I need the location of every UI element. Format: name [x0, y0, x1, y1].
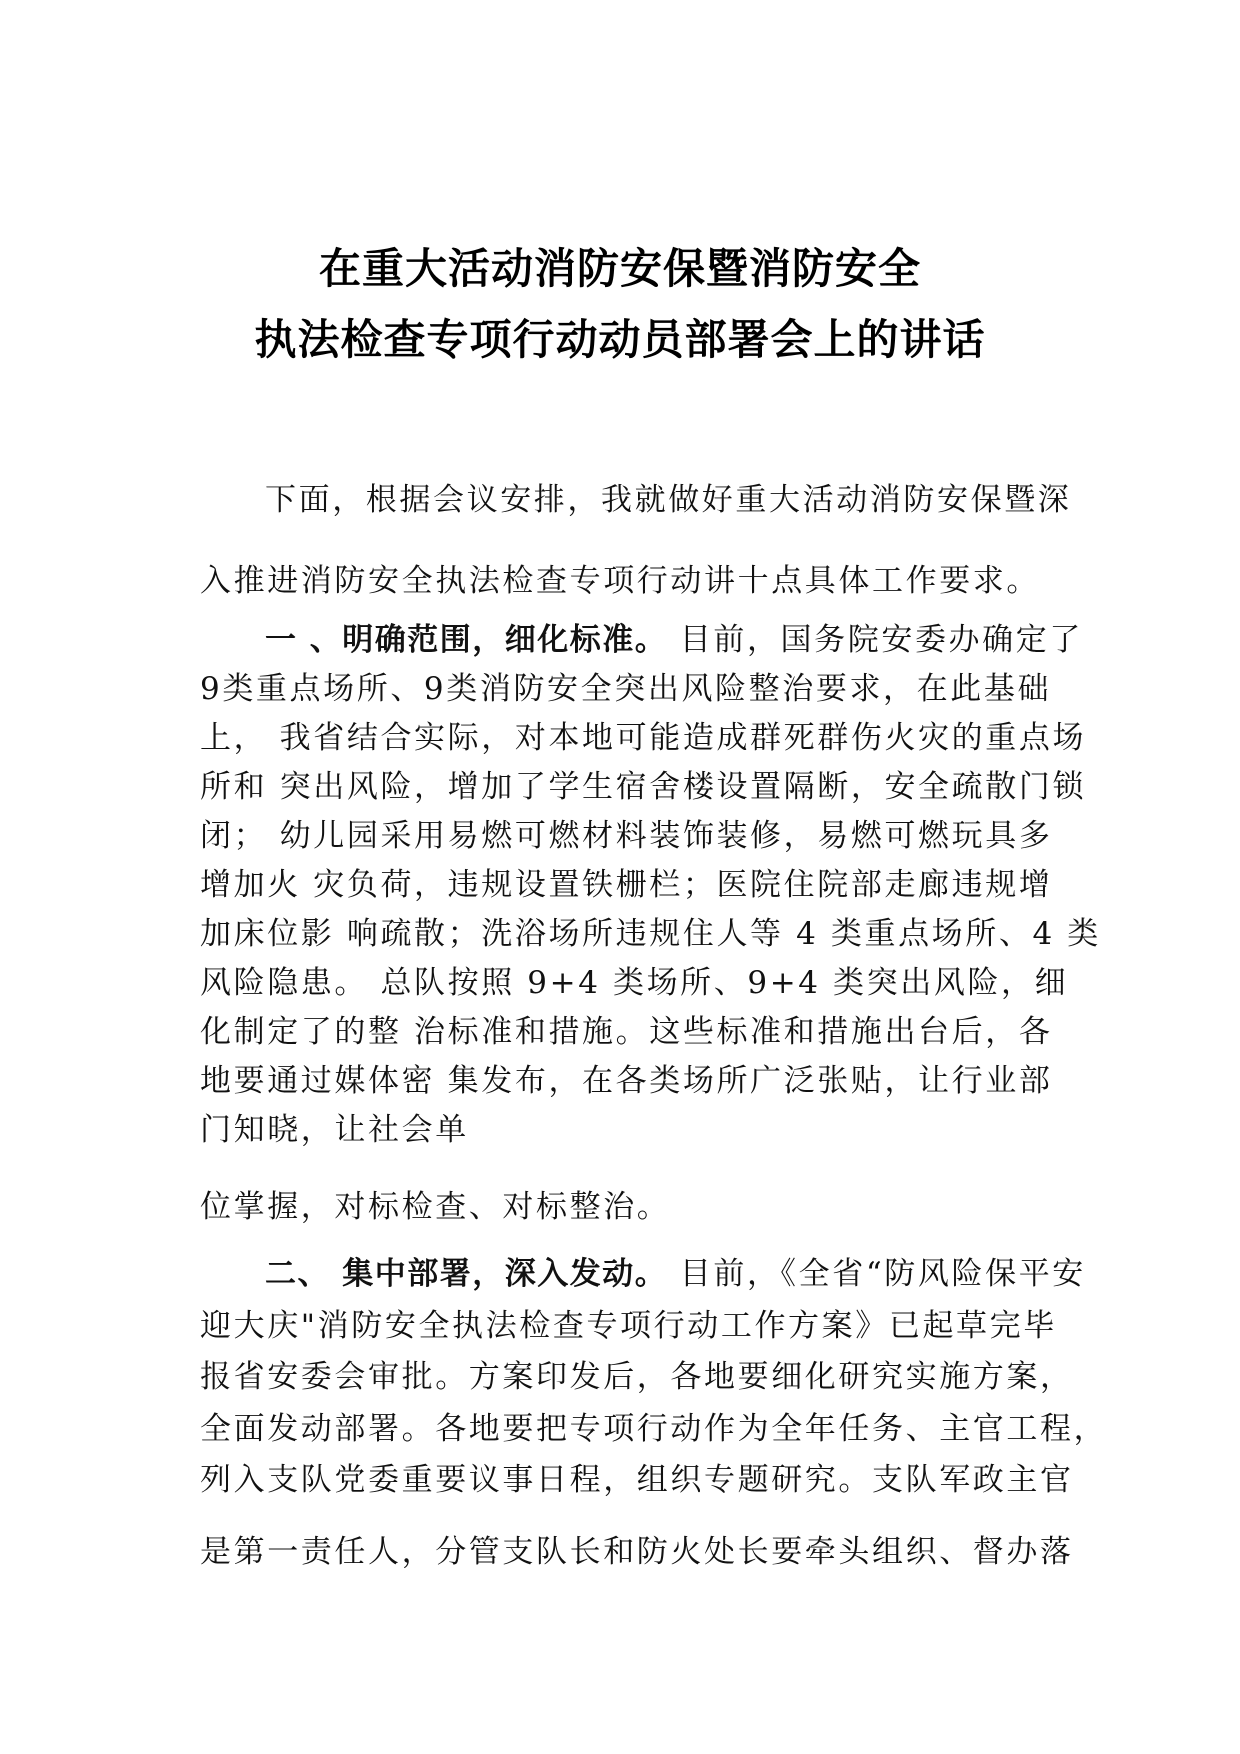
document-title-line-1: 在重大活动消防安保暨消防安全 — [318, 244, 921, 293]
section-1-heading: 一 、明确范围，细化标准。 — [265, 622, 668, 658]
section-2-line-text: 目前，《全省“防风险保平安 — [667, 1256, 1086, 1292]
section-1-line: 风险隐患。 总队按照 9+4 类场所、9+4 类突出风险，细 — [200, 965, 1069, 1001]
intro-line-2: 入推进消防安全执法检查专项行动讲十点具体工作要求。 — [200, 563, 1040, 599]
section-2-line: 是第一责任人，分管支队长和防火处长要牵头组织、督办落 — [200, 1534, 1074, 1570]
section-2-line: 全面发动部署。各地要把专项行动作为全年任务、主官工程， — [200, 1411, 1108, 1447]
document-title-line-2: 执法检查专项行动动员部署会上的讲话 — [254, 315, 986, 364]
section-1-line: 所和 突出风险，增加了学生宿舍楼设置隔断，安全疏散门锁 — [200, 769, 1087, 805]
section-1-line: 上， 我省结合实际，对本地可能造成群死群伤火灾的重点场 — [200, 720, 1087, 756]
section-1-line: 化制定了的整 治标准和措施。这些标准和措施出台后，各 — [200, 1014, 1053, 1050]
section-1-line: 增加火 灾负荷，违规设置铁栅栏；医院住院部走廊违规增 — [200, 867, 1053, 903]
section-1-line-text: 目前，国务院安委办确定了 — [667, 622, 1083, 658]
section-2-line: 列入支队党委重要议事日程，组织专题研究。支队军政主官 — [200, 1462, 1074, 1498]
intro-line-1: 下面，根据会议安排，我就做好重大活动消防安保暨深 — [265, 482, 1072, 518]
section-1-line: 地要通过媒体密 集发布，在各类场所广泛张贴，让行业部 — [200, 1063, 1053, 1099]
section-2-line: 报省安委会审批。方案印发后，各地要细化研究实施方案， — [200, 1359, 1074, 1395]
section-2-first-line — [265, 1254, 1086, 1294]
section-1-line: 加床位影 响疏散；洗浴场所违规住人等 4 类重点场所、4 类 — [200, 916, 1101, 952]
section-1-line: 门知晓，让社会单 — [200, 1112, 469, 1148]
section-1-line: 闭； 幼儿园采用易燃可燃材料装饰装修，易燃可燃玩具多 — [200, 818, 1053, 854]
section-1-line: 9类重点场所、9类消防安全突出风险整治要求，在此基础 — [200, 671, 1052, 707]
section-2-line: 迎大庆"消防安全执法检查专项行动工作方案》已起草完毕 — [200, 1308, 1057, 1344]
section-1-first-line — [265, 620, 1083, 660]
section-1-line: 位掌握，对标检查、对标整治。 — [200, 1189, 671, 1225]
section-2-heading: 二、 集中部署，深入发动。 — [265, 1256, 668, 1292]
